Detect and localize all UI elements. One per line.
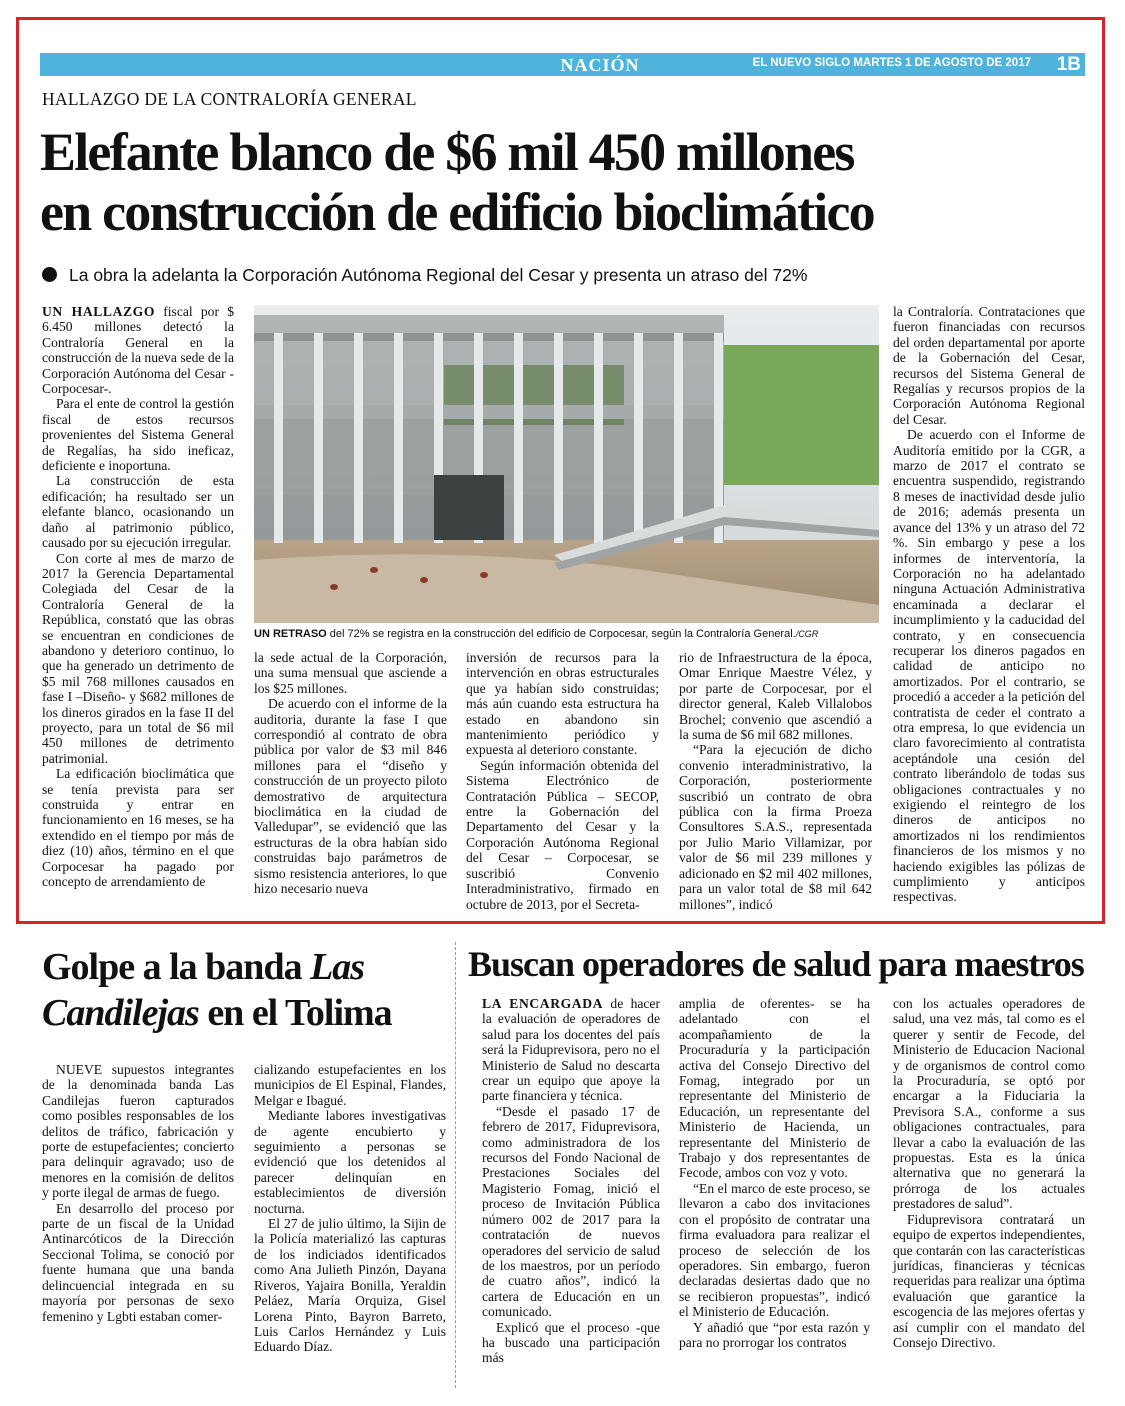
main-column-3 (466, 650, 659, 912)
page-number: 1B (1056, 54, 1081, 75)
caption-lead: UN RETRASO (254, 628, 327, 640)
paragraph: Para el ente de control la gestión fiscal de estos recursos provenientes del Sistema General de Regalías, ha sido ineficaz, deficiente e inoportuna. (42, 396, 234, 474)
paragraph: “Desde el pasado 17 de febrero de 2017, Fiduprevisora, como administradora de los recursos del Fondo Nacional de Prestaciones Sociales del Magisterio Fomag, inició el proceso de Invitación Pública número 002 de 2017 para la contratación de nuevos operadores del servicio de salud de los maestros, por un período de cuatro años”, indicó la cartera de Educación en un comunicado. (482, 1103, 660, 1320)
paragraph: UN HALLAZGO fiscal por $ 6.450 millones detectó la Contraloría General en la construcción de la nueva sede de la Corporación Autónoma del Cesar -Corpocesar-. (42, 304, 234, 397)
article3-headline: Buscan operadores de salud para maestros (468, 944, 1084, 984)
paragraph: Mediante labores investigativas de agente encubierto y seguimiento a personas se evidenció que los detenidos al parecer delinquían en establecimientos de diversión nocturna. (254, 1108, 446, 1216)
paragraph: LA ENCARGADA de hacer la evaluación de operadores de salud para los docentes del país será la Fiduprevisora, pero no el Ministerio de Salud no descarta crear un equipo que apoye la parte financiera y técnica. (482, 996, 660, 1104)
main-column-2 (254, 650, 447, 897)
paragraph: con los actuales operadores de salud, una vez más, tal como es el querer y sentir de Fecode, del Ministerio de Educacion Nacional y de organismos de control como la Procuraduría, se optó por encargar a la Fiduciaria la Previsora S.A., conforme a sus obligaciones contractuales, para llevar a cabo la evaluación de las propuestas. Esta es la única alternativa que no generará la prórroga de los actuales prestadores de salud”. (893, 996, 1085, 1212)
paragraph: Y añadió que “por esta razón y para no prorrogar los contratos (679, 1319, 870, 1350)
paragraph: De acuerdo con el informe de la auditoria, durante la fase I que correspondió al contrato de obra pública por valor de $3 mil 846 millones para el “diseño y construcción de un proyecto piloto demostrativo de arquitectura bioclimática en la ciudad de Valledupar”, se evidenció que las estructuras de la obra habían sido construidas bajo parámetros de sismo resistencia anteriores, lo que hizo necesario nueva (254, 696, 447, 897)
paragraph: inversión de recursos para la intervención en obras estructurales que ya habían sido construidas; más aún cuando esta estructura ha estado en abandono sin mantenimiento periódico y expuesta al deterioro constante. (466, 650, 659, 758)
section-band (40, 53, 1085, 76)
article-kicker: HALLAZGO DE LA CONTRALORÍA GENERAL (42, 89, 417, 109)
main-column-5 (893, 304, 1085, 905)
paragraph: amplia de oferentes- se ha adelantado con el acompañamiento de la Procuraduría y la participación activa del Consejo Directivo del Fomag, integrado por un representante del Ministerio de Educación, un representante del Ministerio de Hacienda, un representante del Ministerio de Trabajo y dos representantes de Fecode, ambos con voz y voto. (679, 996, 870, 1181)
photo-illustration (254, 305, 879, 623)
paragraph: NUEVE supuestos integrantes de la denominada banda Las Candilejas fueron capturados como posibles responsables de los delitos de tráfico, fabricación y porte de estupefacientes; concierto para delinquir agravado; uso de menores en la comisión de delitos y porte ilegal de armas de fuego. (42, 1062, 234, 1201)
caption-credit: /CGR (795, 629, 819, 639)
building-photo (254, 305, 879, 623)
paragraph: De acuerdo con el Informe de Auditoría emitido por la CGR, a marzo de 2017 el contrato se encuentra suspendido, registrando 8 meses de inactividad desde julio de 2016; además presenta un avance del 13% y un atraso del 72 %. Sin embargo y pese a los informes de interventoría, la Corporación no ha adelantado ninguna Actuación Administrativa encaminada a declarar el incumplimiento y la caducidad del contrato, y en consecuencia recuperar los dineros pagados en calidad de anticipo no amortizados. Por el contrario, se procedió a acceder a la petición del contratista de ceder el contrato a otra empresa, lo que evidencia un claro favorecimiento al contratista aceptándole una cesión del contrato liberándolo de todas sus obligaciones contractuales y no exigiendo el reintegro de los dineros de anticipos no amortizados ni los rendimientos financieros de los mismos y no haciendo exigibles las pólizas de cumplimiento y anticipos respectivas. (893, 427, 1085, 905)
article3-column-1 (482, 996, 660, 1366)
paragraph: “En el marco de este proceso, se llevaron a cabo dos invitaciones con el propósito de contratar una firma evaluadora para realizar el proceso de selección de los operadores. Sin embargo, fueron declaradas desiertas dado que no se recibieron propuestas”, indicó el Ministerio de Educación. (679, 1180, 870, 1320)
paragraph: La edificación bioclimática que se tenía prevista para ser construida y entrar en funcionamiento en 16 meses, se ha extendido en el tiempo por más de diez (10) años, término en el que Corpocesar ha pagado por concepto de arrendamiento de (42, 766, 234, 890)
article-dek (42, 265, 807, 286)
article2-column-1 (42, 1062, 234, 1324)
lead-in: LA ENCARGADA (482, 996, 604, 1011)
paragraph: Explicó que el proceso -que ha buscado una participación más (482, 1319, 660, 1366)
main-column-1 (42, 304, 234, 889)
section-name: NACIÓN (560, 55, 640, 75)
paragraph: El 27 de julio último, la Sijin de la Policía materializó las capturas de los indiciados identificados como Ana Julieth Pinzón, Dayana Riveros, Yajaira Bonilla, Yeraldin Peláez, María Orquiza, Gisel Lorena Pinto, Bayron Barreto, Luis Carlos Hernández y Luis Eduardo Díaz. (254, 1216, 446, 1355)
bullet-icon (42, 267, 57, 282)
paragraph: La construcción de esta edificación; ha resultado ser un elefante blanco, ocasionando un daño al patrimonio público, causado por su ejecución irregular. (42, 473, 234, 551)
caption-text: del 72% se registra en la construcción del edificio de Corpocesar, según la Contraloría General. (326, 628, 796, 640)
paragraph: la sede actual de la Corporación, una suma mensual que asciende a los $25 millones. (254, 650, 447, 696)
headline-line-1: Elefante blanco de $6 mil 450 millones (40, 122, 854, 182)
paragraph: rio de Infraestructura de la época, Omar Enrique Maestre Vélez, y por parte de Corpocesar, por el director general, Kaleb Villalobos Brochel; convenio que ascendió a la suma de $6 mil 682 millones. (679, 650, 872, 743)
article2-headline: Golpe a la banda Las Candilejas en el Tolima (42, 946, 392, 1034)
paper-date: EL NUEVO SIGLO MARTES 1 DE AGOSTO DE 2017 (752, 57, 1031, 69)
lead-in: UN HALLAZGO (42, 304, 155, 319)
paragraph: cializando estupefacientes en los municipios de El Espinal, Flandes, Melgar e Ibagué. (254, 1062, 446, 1108)
article-headline (40, 122, 1090, 242)
main-column-4 (679, 650, 872, 912)
column-divider (455, 942, 456, 1388)
article3-column-3 (893, 996, 1085, 1350)
paragraph: Fiduprevisora contratará un equipo de expertos independientes, que contarán con las características jurídicas, financieras y técnicas requeridas para realizar una óptima evaluación que garantice la escogencia de las mejores ofertas y así cumplir con el mandato del Consejo Directivo. (893, 1211, 1085, 1350)
paragraph: En desarrollo del proceso por parte de un fiscal de la Unidad Antinarcóticos de la Dirección Seccional Tolima, se conoció por fuente humana que una banda delincuencial integrada en su mayoría por personas de sexo femenino y Lgbti estaban comer- (42, 1200, 234, 1324)
article3-column-2 (679, 996, 870, 1350)
dek-text: La obra la adelanta la Corporación Autónoma Regional del Cesar y presenta un atraso del 72% (69, 265, 808, 285)
paragraph: la Contraloría. Contrataciones que fueron financiadas con recursos del orden departamental por aporte de la Gobernación del Cesar, recursos del Sistema General de Regalías y recursos propios de la Corporación Autónoma Regional del Cesar. (893, 304, 1085, 427)
paragraph: “Para la ejecución de dicho convenio interadministrativo, la Corporación, posteriormente suscribió un contrato de obra pública con la firma Proeza Consultores S.A.S., representada por Julio Mario Villamizar, por valor de $6 mil 239 millones y adicionado en $2 mil 402 millones, para un valor total de $8 mil 642 millones”, indicó (679, 742, 872, 912)
headline-line-2: en construcción de edificio bioclimático (40, 182, 874, 242)
photo-caption (254, 627, 880, 641)
paragraph: Según información obtenida del Sistema Electrónico de Contratación Pública – SECOP, entre la Gobernación del Departamento del Cesar y la Corporación Autónoma Regional del Cesar – Corpocesar, se suscribió Convenio Interadministrativo, firmado en octubre de 2013, por el Secreta- (466, 757, 659, 912)
paragraph: Con corte al mes de marzo de 2017 la Gerencia Departamental Colegiada del Cesar de la Contraloría General de la República, constató que las obras se encuentran en condiciones de abandono y deterioro continuo, lo que ha generado un detrimento de $5 mil 768 millones causados en fase I –Diseño- y $682 millones de los dineros girados en la fase II del proyecto, para un total de $6 mil 450 millones de detrimento patrimonial. (42, 550, 234, 766)
article2-column-2 (254, 1062, 446, 1355)
